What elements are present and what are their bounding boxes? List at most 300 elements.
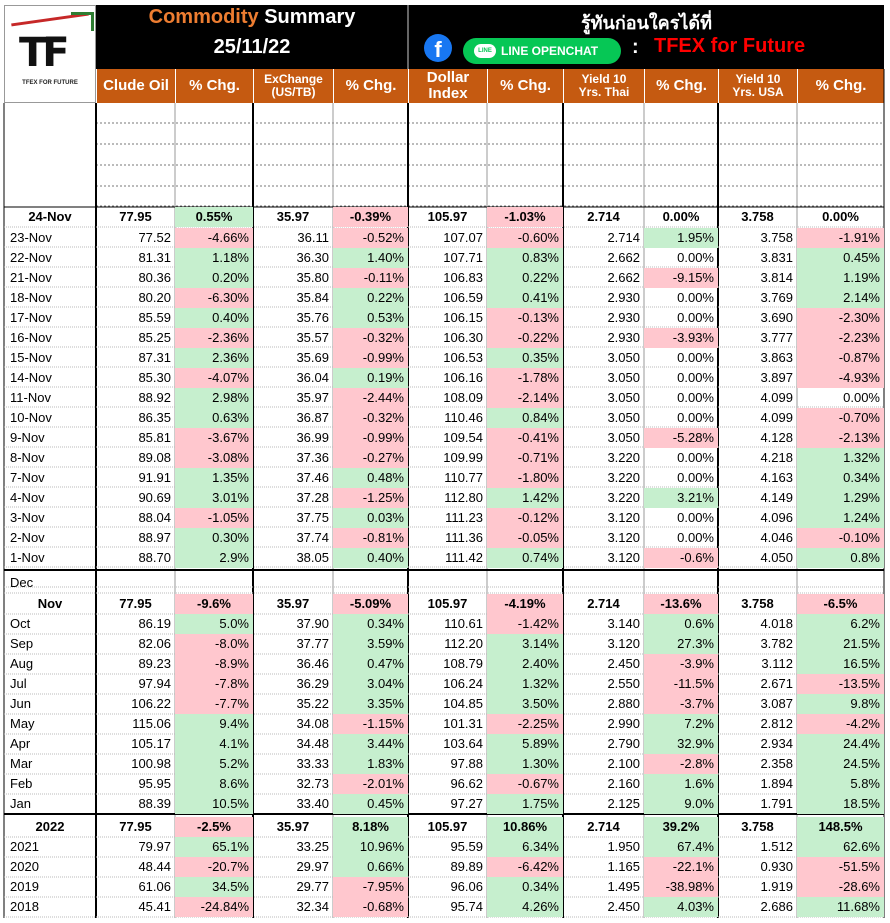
cell-dollar-index-chg: 3.14%: [487, 634, 563, 654]
cell-dollar-index: 103.64: [443, 736, 483, 751]
cell-yield-usa: 4.163: [760, 470, 793, 485]
cell-crude-oil-chg: 2.36%: [175, 348, 253, 368]
col-header-yield-thai: Yield 10 Yrs. Thai: [563, 69, 644, 103]
row-label: Oct: [10, 616, 31, 631]
cell-crude-oil-chg: 1.35%: [175, 468, 253, 488]
cell-fx-usthb-chg: 3.59%: [333, 634, 408, 654]
line-icon: LINE: [474, 44, 496, 58]
cell-yield-usa-chg: 0.45%: [797, 248, 884, 268]
cell-crude-oil-chg: 9.4%: [175, 714, 253, 734]
cell-yield-thai-chg: -5.28%: [644, 428, 718, 448]
cell-crude-oil: 86.19: [138, 616, 171, 631]
cell-fx-usthb-chg: -0.52%: [333, 228, 408, 248]
row-label: 2018: [10, 899, 39, 914]
cell-yield-usa: 3.112: [761, 656, 793, 671]
cell-dollar-index-chg: -0.71%: [487, 448, 563, 468]
cell-yield-usa-chg: 1.19%: [797, 268, 884, 288]
cell-yield-usa-chg: -4.93%: [797, 368, 884, 388]
cell-crude-oil: 85.25: [138, 330, 171, 345]
cell-crude-oil-chg: -8.9%: [175, 654, 253, 674]
cell-yield-thai: 2.714: [587, 209, 620, 224]
cell-fx-usthb-chg: -0.99%: [333, 348, 408, 368]
cell-fx-usthb: 37.36: [296, 450, 329, 465]
col-header-yield-usa: Yield 10 Yrs. USA: [718, 69, 797, 103]
cell-crude-oil: 91.91: [138, 470, 171, 485]
cell-dollar-index: 95.59: [450, 839, 483, 854]
cell-fx-usthb-chg: -7.95%: [333, 877, 408, 897]
cell-crude-oil-chg: 0.63%: [175, 408, 253, 428]
cell-fx-usthb-chg: 0.19%: [333, 368, 408, 388]
cell-yield-thai: 1.495: [607, 879, 640, 894]
cell-yield-thai-chg: -2.8%: [644, 754, 718, 774]
line-openchat-badge[interactable]: LINE OPENCHAT: [463, 38, 621, 64]
cell-fx-usthb-chg: 0.03%: [333, 508, 408, 528]
row-label: Mar: [10, 756, 33, 771]
cell-crude-oil-chg: 5.0%: [175, 614, 253, 634]
cell-yield-usa-chg: -2.30%: [797, 308, 884, 328]
cell-fx-usthb-chg: 0.40%: [333, 548, 408, 568]
cell-dollar-index: 106.16: [443, 370, 483, 385]
cell-yield-usa-chg: -28.6%: [797, 877, 884, 897]
cell-fx-usthb-chg: 0.22%: [333, 288, 408, 308]
cell-dollar-index-chg: 0.41%: [487, 288, 563, 308]
cell-crude-oil: 88.92: [138, 390, 171, 405]
cell-dollar-index: 105.97: [427, 596, 468, 611]
cell-dollar-index-chg: -0.12%: [487, 508, 563, 528]
cell-yield-usa-chg: -0.87%: [797, 348, 884, 368]
cell-dollar-index: 109.54: [443, 430, 483, 445]
cell-yield-usa: 3.087: [760, 696, 793, 711]
cell-fx-usthb: 32.73: [296, 776, 329, 791]
cell-fx-usthb: 35.97: [276, 819, 310, 834]
col-header-crude-oil: Clude Oil: [96, 69, 175, 103]
cell-yield-thai-chg: -11.5%: [644, 674, 718, 694]
cell-crude-oil: 85.81: [138, 430, 171, 445]
cell-dollar-index: 105.97: [427, 209, 468, 224]
cell-crude-oil: 90.69: [138, 490, 171, 505]
cell-yield-thai: 3.120: [607, 510, 640, 525]
cell-dollar-index-chg: 0.34%: [487, 877, 563, 897]
cell-yield-thai-chg: -0.6%: [644, 548, 718, 568]
cell-yield-usa: 3.782: [760, 636, 793, 651]
cell-fx-usthb: 36.29: [296, 676, 329, 691]
cell-dollar-index-chg: -0.13%: [487, 308, 563, 328]
cell-dollar-index: 101.31: [443, 716, 483, 731]
cell-fx-usthb-chg: 0.66%: [333, 857, 408, 877]
cell-crude-oil-chg: 0.55%: [175, 207, 253, 227]
cell-yield-thai: 1.165: [607, 859, 640, 874]
cell-crude-oil: 80.20: [138, 290, 171, 305]
cell-dollar-index-chg: -1.03%: [487, 207, 563, 227]
cell-crude-oil-chg: -2.5%: [175, 817, 253, 837]
cell-yield-thai: 2.125: [607, 796, 640, 811]
channel-name: TFEX for Future: [654, 35, 806, 57]
cell-dollar-index-chg: 6.34%: [487, 837, 563, 857]
cell-fx-usthb-chg: -0.99%: [333, 428, 408, 448]
cell-fx-usthb: 35.22: [296, 696, 329, 711]
cell-dollar-index-chg: 1.30%: [487, 754, 563, 774]
cell-yield-usa: 3.758: [741, 819, 774, 834]
row-label: 10-Nov: [10, 410, 52, 425]
cell-dollar-index-chg: 1.42%: [487, 488, 563, 508]
cell-crude-oil-chg: 2.9%: [175, 548, 253, 568]
cell-yield-thai-chg: 0.00%: [677, 390, 714, 405]
cell-yield-thai: 2.714: [607, 230, 640, 245]
cell-fx-usthb: 29.77: [296, 879, 329, 894]
cell-crude-oil-chg: 2.98%: [175, 388, 253, 408]
cell-crude-oil: 95.95: [138, 776, 171, 791]
cell-yield-thai: 3.220: [607, 470, 640, 485]
cell-fx-usthb: 35.84: [296, 290, 329, 305]
cell-fx-usthb: 35.97: [296, 390, 329, 405]
cell-fx-usthb-chg: -1.15%: [333, 714, 408, 734]
row-label: Jul: [10, 676, 27, 691]
cell-fx-usthb-chg: 1.83%: [333, 754, 408, 774]
cell-dollar-index: 112.80: [444, 490, 483, 505]
cell-crude-oil-chg: 34.5%: [175, 877, 253, 897]
report-date: 25/11/22: [213, 36, 291, 58]
cell-yield-thai: 3.120: [607, 636, 640, 651]
cell-yield-usa: 2.358: [760, 756, 793, 771]
row-label: Feb: [10, 776, 33, 791]
cell-crude-oil-chg: -24.84%: [175, 897, 253, 917]
cell-dollar-index: 110.61: [444, 616, 483, 631]
cell-yield-usa-chg: 11.68%: [797, 897, 884, 917]
cell-fx-usthb-chg: -2.01%: [333, 774, 408, 794]
cell-yield-usa-chg: -13.5%: [797, 674, 884, 694]
cell-fx-usthb: 32.34: [296, 899, 329, 914]
cell-dollar-index: 108.79: [443, 656, 483, 671]
cell-fx-usthb-chg: -0.32%: [333, 408, 408, 428]
cell-fx-usthb: 36.87: [296, 410, 329, 425]
cell-yield-thai-chg: 1.6%: [644, 774, 718, 794]
cell-crude-oil: 79.97: [138, 839, 171, 854]
cell-fx-usthb-chg: -0.68%: [333, 897, 408, 917]
cell-yield-thai-chg: 1.95%: [644, 228, 718, 248]
cell-yield-thai-chg: 39.2%: [644, 817, 718, 837]
cell-fx-usthb: 36.30: [296, 250, 329, 265]
cell-yield-usa: 3.758: [741, 596, 774, 611]
cell-fx-usthb: 38.05: [296, 550, 329, 565]
row-label: 2020: [10, 859, 39, 874]
cell-crude-oil: 61.06: [138, 879, 171, 894]
cell-crude-oil-chg: -7.8%: [175, 674, 253, 694]
cell-yield-usa: 2.934: [760, 736, 793, 751]
cell-yield-thai-chg: 3.21%: [644, 488, 718, 508]
cell-crude-oil: 85.59: [138, 310, 171, 325]
cell-yield-usa-chg: 1.29%: [797, 488, 884, 508]
cell-dollar-index: 109.99: [443, 450, 483, 465]
cell-fx-usthb: 34.48: [296, 736, 329, 751]
row-label: Apr: [10, 736, 31, 751]
cell-crude-oil-chg: -8.0%: [175, 634, 253, 654]
cell-yield-usa-chg: -4.2%: [797, 714, 884, 734]
title-summary: Summary: [258, 6, 356, 28]
cell-crude-oil-chg: 65.1%: [175, 837, 253, 857]
cell-fx-usthb: 37.77: [296, 636, 329, 651]
cell-yield-thai: 2.930: [607, 290, 640, 305]
cell-crude-oil: 87.31: [138, 350, 171, 365]
cell-crude-oil: 88.04: [138, 510, 171, 525]
cell-dollar-index: 97.88: [450, 756, 483, 771]
cell-yield-usa-chg: 18.5%: [797, 794, 884, 814]
cell-yield-thai-chg: 9.0%: [644, 794, 718, 814]
cell-crude-oil: 89.23: [138, 656, 171, 671]
cell-yield-thai: 3.140: [607, 616, 640, 631]
cell-dollar-index: 106.59: [443, 290, 483, 305]
cell-crude-oil: 88.97: [138, 530, 171, 545]
cell-yield-thai: 2.550: [607, 676, 640, 691]
row-label: 2021: [10, 839, 39, 854]
cell-crude-oil-chg: -3.08%: [175, 448, 253, 468]
cell-fx-usthb-chg: -0.39%: [333, 207, 408, 227]
cell-yield-usa-chg: 0.8%: [797, 548, 884, 568]
cell-dollar-index-chg: 0.74%: [487, 548, 563, 568]
cell-yield-usa: 1.919: [760, 879, 793, 894]
cell-yield-thai-chg: -9.15%: [644, 268, 718, 288]
cell-fx-usthb-chg: -1.25%: [333, 488, 408, 508]
row-label: Dec: [10, 575, 34, 590]
cell-crude-oil-chg: -6.30%: [175, 288, 253, 308]
cell-yield-usa: 4.050: [760, 550, 793, 565]
cell-yield-usa: 3.863: [760, 350, 793, 365]
cell-yield-usa-chg: -0.70%: [797, 408, 884, 428]
cell-fx-usthb-chg: -0.81%: [333, 528, 408, 548]
cell-yield-thai-chg: 0.00%: [677, 370, 714, 385]
cell-yield-thai-chg: 0.00%: [677, 470, 714, 485]
cell-crude-oil-chg: -20.7%: [175, 857, 253, 877]
cell-yield-usa-chg: 0.34%: [797, 468, 884, 488]
cell-yield-thai-chg: 0.00%: [662, 209, 700, 224]
cell-dollar-index-chg: 4.26%: [487, 897, 563, 917]
cell-yield-thai: 3.120: [607, 550, 640, 565]
cell-dollar-index-chg: -1.42%: [487, 614, 563, 634]
cell-dollar-index: 89.89: [450, 859, 483, 874]
cell-yield-usa: 0.930: [760, 859, 793, 874]
cell-yield-usa: 4.018: [760, 616, 793, 631]
cell-dollar-index: 95.74: [450, 899, 483, 914]
cell-fx-usthb-chg: -0.11%: [333, 268, 408, 288]
cell-yield-thai: 2.662: [607, 270, 640, 285]
cell-yield-usa-chg: 21.5%: [797, 634, 884, 654]
cell-yield-usa-chg: 24.5%: [797, 754, 884, 774]
cell-yield-thai: 2.160: [607, 776, 640, 791]
cell-fx-usthb: 36.99: [296, 430, 329, 445]
cell-dollar-index-chg: 10.86%: [487, 817, 563, 837]
row-label: Sep: [10, 636, 34, 651]
cell-fx-usthb-chg: 0.45%: [333, 794, 408, 814]
row-label: 16-Nov: [10, 330, 52, 345]
row-label: 7-Nov: [10, 470, 45, 485]
cell-yield-usa: 1.512: [760, 839, 793, 854]
cell-crude-oil: 88.39: [138, 796, 171, 811]
cell-crude-oil-chg: -2.36%: [175, 328, 253, 348]
cell-fx-usthb: 37.90: [296, 616, 329, 631]
cell-yield-thai: 2.450: [607, 899, 640, 914]
cell-yield-thai-chg: -13.6%: [644, 594, 718, 614]
cell-yield-thai: 2.662: [607, 250, 640, 265]
cell-yield-thai: 2.100: [607, 756, 640, 771]
cell-fx-usthb-chg: 3.04%: [333, 674, 408, 694]
cell-crude-oil-chg: 4.1%: [175, 734, 253, 754]
cell-yield-thai: 2.990: [607, 716, 640, 731]
cell-dollar-index-chg: -0.22%: [487, 328, 563, 348]
row-label: Jun: [10, 696, 31, 711]
cell-dollar-index-chg: -1.78%: [487, 368, 563, 388]
cell-fx-usthb-chg: -0.27%: [333, 448, 408, 468]
cell-yield-thai: 3.050: [607, 350, 640, 365]
cell-yield-usa: 2.671: [760, 676, 793, 691]
cell-crude-oil: 77.95: [119, 819, 152, 834]
cell-yield-usa: 3.777: [760, 330, 793, 345]
row-label: 2-Nov: [10, 530, 45, 545]
cell-crude-oil: 86.35: [138, 410, 171, 425]
cell-yield-usa: 2.686: [760, 899, 793, 914]
col-header-dollar-index-chg: % Chg.: [487, 69, 563, 103]
cell-dollar-index: 96.62: [450, 776, 483, 791]
cell-yield-thai-chg: 27.3%: [644, 634, 718, 654]
cell-dollar-index-chg: 1.75%: [487, 794, 563, 814]
row-label: 1-Nov: [10, 550, 45, 565]
title-commodity: Commodity: [148, 6, 259, 28]
cell-fx-usthb: 33.33: [296, 756, 329, 771]
cell-yield-thai-chg: 0.00%: [677, 530, 714, 545]
cell-crude-oil-chg: 3.01%: [175, 488, 253, 508]
cell-yield-usa: 4.128: [760, 430, 793, 445]
cell-dollar-index: 107.71: [443, 250, 483, 265]
cell-fx-usthb: 37.46: [296, 470, 329, 485]
cell-yield-thai-chg: 32.9%: [644, 734, 718, 754]
cell-fx-usthb: 35.57: [296, 330, 329, 345]
cell-yield-usa: 3.758: [741, 209, 774, 224]
cell-fx-usthb-chg: -0.32%: [333, 328, 408, 348]
cell-crude-oil: 45.41: [138, 899, 171, 914]
cell-fx-usthb: 33.25: [296, 839, 329, 854]
cell-crude-oil: 106.22: [131, 696, 171, 711]
cell-dollar-index-chg: -0.67%: [487, 774, 563, 794]
cell-dollar-index-chg: 5.89%: [487, 734, 563, 754]
cell-crude-oil: 77.95: [119, 596, 152, 611]
cell-yield-thai-chg: -3.7%: [644, 694, 718, 714]
cell-dollar-index: 105.97: [427, 819, 468, 834]
cell-yield-thai-chg: 0.00%: [677, 250, 714, 265]
cell-crude-oil-chg: 5.2%: [175, 754, 253, 774]
cell-yield-thai-chg: 0.00%: [677, 310, 714, 325]
cell-fx-usthb-chg: -5.09%: [333, 594, 408, 614]
cell-fx-usthb-chg: 8.18%: [333, 817, 408, 837]
cell-yield-usa-chg: 16.5%: [797, 654, 884, 674]
cell-yield-usa: 1.791: [760, 796, 793, 811]
cell-crude-oil: 85.30: [138, 370, 171, 385]
row-label: 3-Nov: [10, 510, 45, 525]
cell-yield-thai-chg: 0.00%: [677, 510, 714, 525]
cell-crude-oil: 115.06: [132, 716, 171, 731]
cell-yield-thai: 3.120: [607, 530, 640, 545]
cell-yield-usa-chg: -0.10%: [797, 528, 884, 548]
facebook-icon[interactable]: f: [424, 34, 452, 62]
cell-fx-usthb-chg: -2.44%: [333, 388, 408, 408]
cell-yield-usa-chg: -1.91%: [797, 228, 884, 248]
cell-yield-thai-chg: -3.9%: [644, 654, 718, 674]
cell-crude-oil: 88.70: [138, 550, 171, 565]
cell-crude-oil-chg: -1.05%: [175, 508, 253, 528]
cell-dollar-index-chg: 2.40%: [487, 654, 563, 674]
col-header-yield-thai-chg: % Chg.: [644, 69, 718, 103]
cell-yield-usa-chg: -2.13%: [797, 428, 884, 448]
cell-crude-oil-chg: -4.07%: [175, 368, 253, 388]
cell-yield-usa: 4.149: [760, 490, 793, 505]
cell-fx-usthb: 37.74: [296, 530, 329, 545]
row-label: 2022: [35, 819, 65, 834]
col-header-dollar-index: Dollar Index: [408, 69, 487, 103]
cell-yield-usa-chg: 24.4%: [797, 734, 884, 754]
cell-dollar-index: 96.06: [450, 879, 483, 894]
row-label: Nov: [37, 596, 63, 611]
row-label: 17-Nov: [10, 310, 52, 325]
cell-dollar-index: 112.20: [444, 636, 483, 651]
cell-fx-usthb: 36.11: [297, 230, 329, 245]
cell-crude-oil: 105.17: [131, 736, 171, 751]
row-label: 14-Nov: [10, 370, 52, 385]
cell-yield-usa-chg: 5.8%: [797, 774, 884, 794]
cell-fx-usthb: 37.75: [296, 510, 329, 525]
cell-yield-thai: 3.220: [607, 490, 640, 505]
cell-dollar-index: 111.23: [445, 510, 483, 525]
cell-yield-thai: 2.790: [607, 736, 640, 751]
cell-crude-oil: 80.36: [138, 270, 171, 285]
cell-yield-usa: 4.046: [760, 530, 793, 545]
cell-yield-thai-chg: -3.93%: [644, 328, 718, 348]
cell-dollar-index: 104.85: [443, 696, 483, 711]
cell-crude-oil-chg: -3.67%: [175, 428, 253, 448]
cell-fx-usthb: 35.80: [296, 270, 329, 285]
row-label: Aug: [10, 656, 34, 671]
cell-yield-thai-chg: 67.4%: [644, 837, 718, 857]
cell-yield-thai-chg: -38.98%: [644, 877, 718, 897]
row-label: May: [10, 716, 35, 731]
cell-fx-usthb-chg: 1.40%: [333, 248, 408, 268]
row-label: 9-Nov: [10, 430, 45, 445]
cell-dollar-index-chg: 0.35%: [487, 348, 563, 368]
col-header-fx-usthb-chg: % Chg.: [333, 69, 408, 103]
cell-yield-thai-chg: 0.00%: [677, 290, 714, 305]
cell-crude-oil-chg: -4.66%: [175, 228, 253, 248]
cell-yield-thai: 3.050: [607, 370, 640, 385]
cell-yield-thai: 3.050: [607, 430, 640, 445]
cell-yield-thai-chg: 0.00%: [677, 410, 714, 425]
cell-yield-usa-chg: 148.5%: [797, 817, 884, 837]
header-colon: :: [632, 36, 639, 58]
cell-yield-usa-chg: -51.5%: [797, 857, 884, 877]
cell-dollar-index-chg: 0.83%: [487, 248, 563, 268]
cell-fx-usthb: 35.69: [296, 350, 329, 365]
logo-caption: TFEX FOR FUTURE: [22, 80, 78, 86]
cell-yield-usa-chg: 0.00%: [843, 390, 880, 405]
cell-crude-oil-chg: 1.18%: [175, 248, 253, 268]
cell-fx-usthb: 36.46: [296, 656, 329, 671]
col-header-yield-usa-chg: % Chg.: [797, 69, 884, 103]
row-label: 22-Nov: [10, 250, 52, 265]
cell-dollar-index-chg: 0.84%: [487, 408, 563, 428]
cell-dollar-index-chg: -4.19%: [487, 594, 563, 614]
cell-yield-usa-chg: -2.23%: [797, 328, 884, 348]
cell-yield-usa: 3.831: [760, 250, 793, 265]
cell-yield-usa: 4.099: [760, 410, 793, 425]
cell-dollar-index: 108.09: [443, 390, 483, 405]
row-label: 18-Nov: [10, 290, 52, 305]
cell-crude-oil-chg: 0.30%: [175, 528, 253, 548]
cell-yield-thai: 3.220: [607, 450, 640, 465]
